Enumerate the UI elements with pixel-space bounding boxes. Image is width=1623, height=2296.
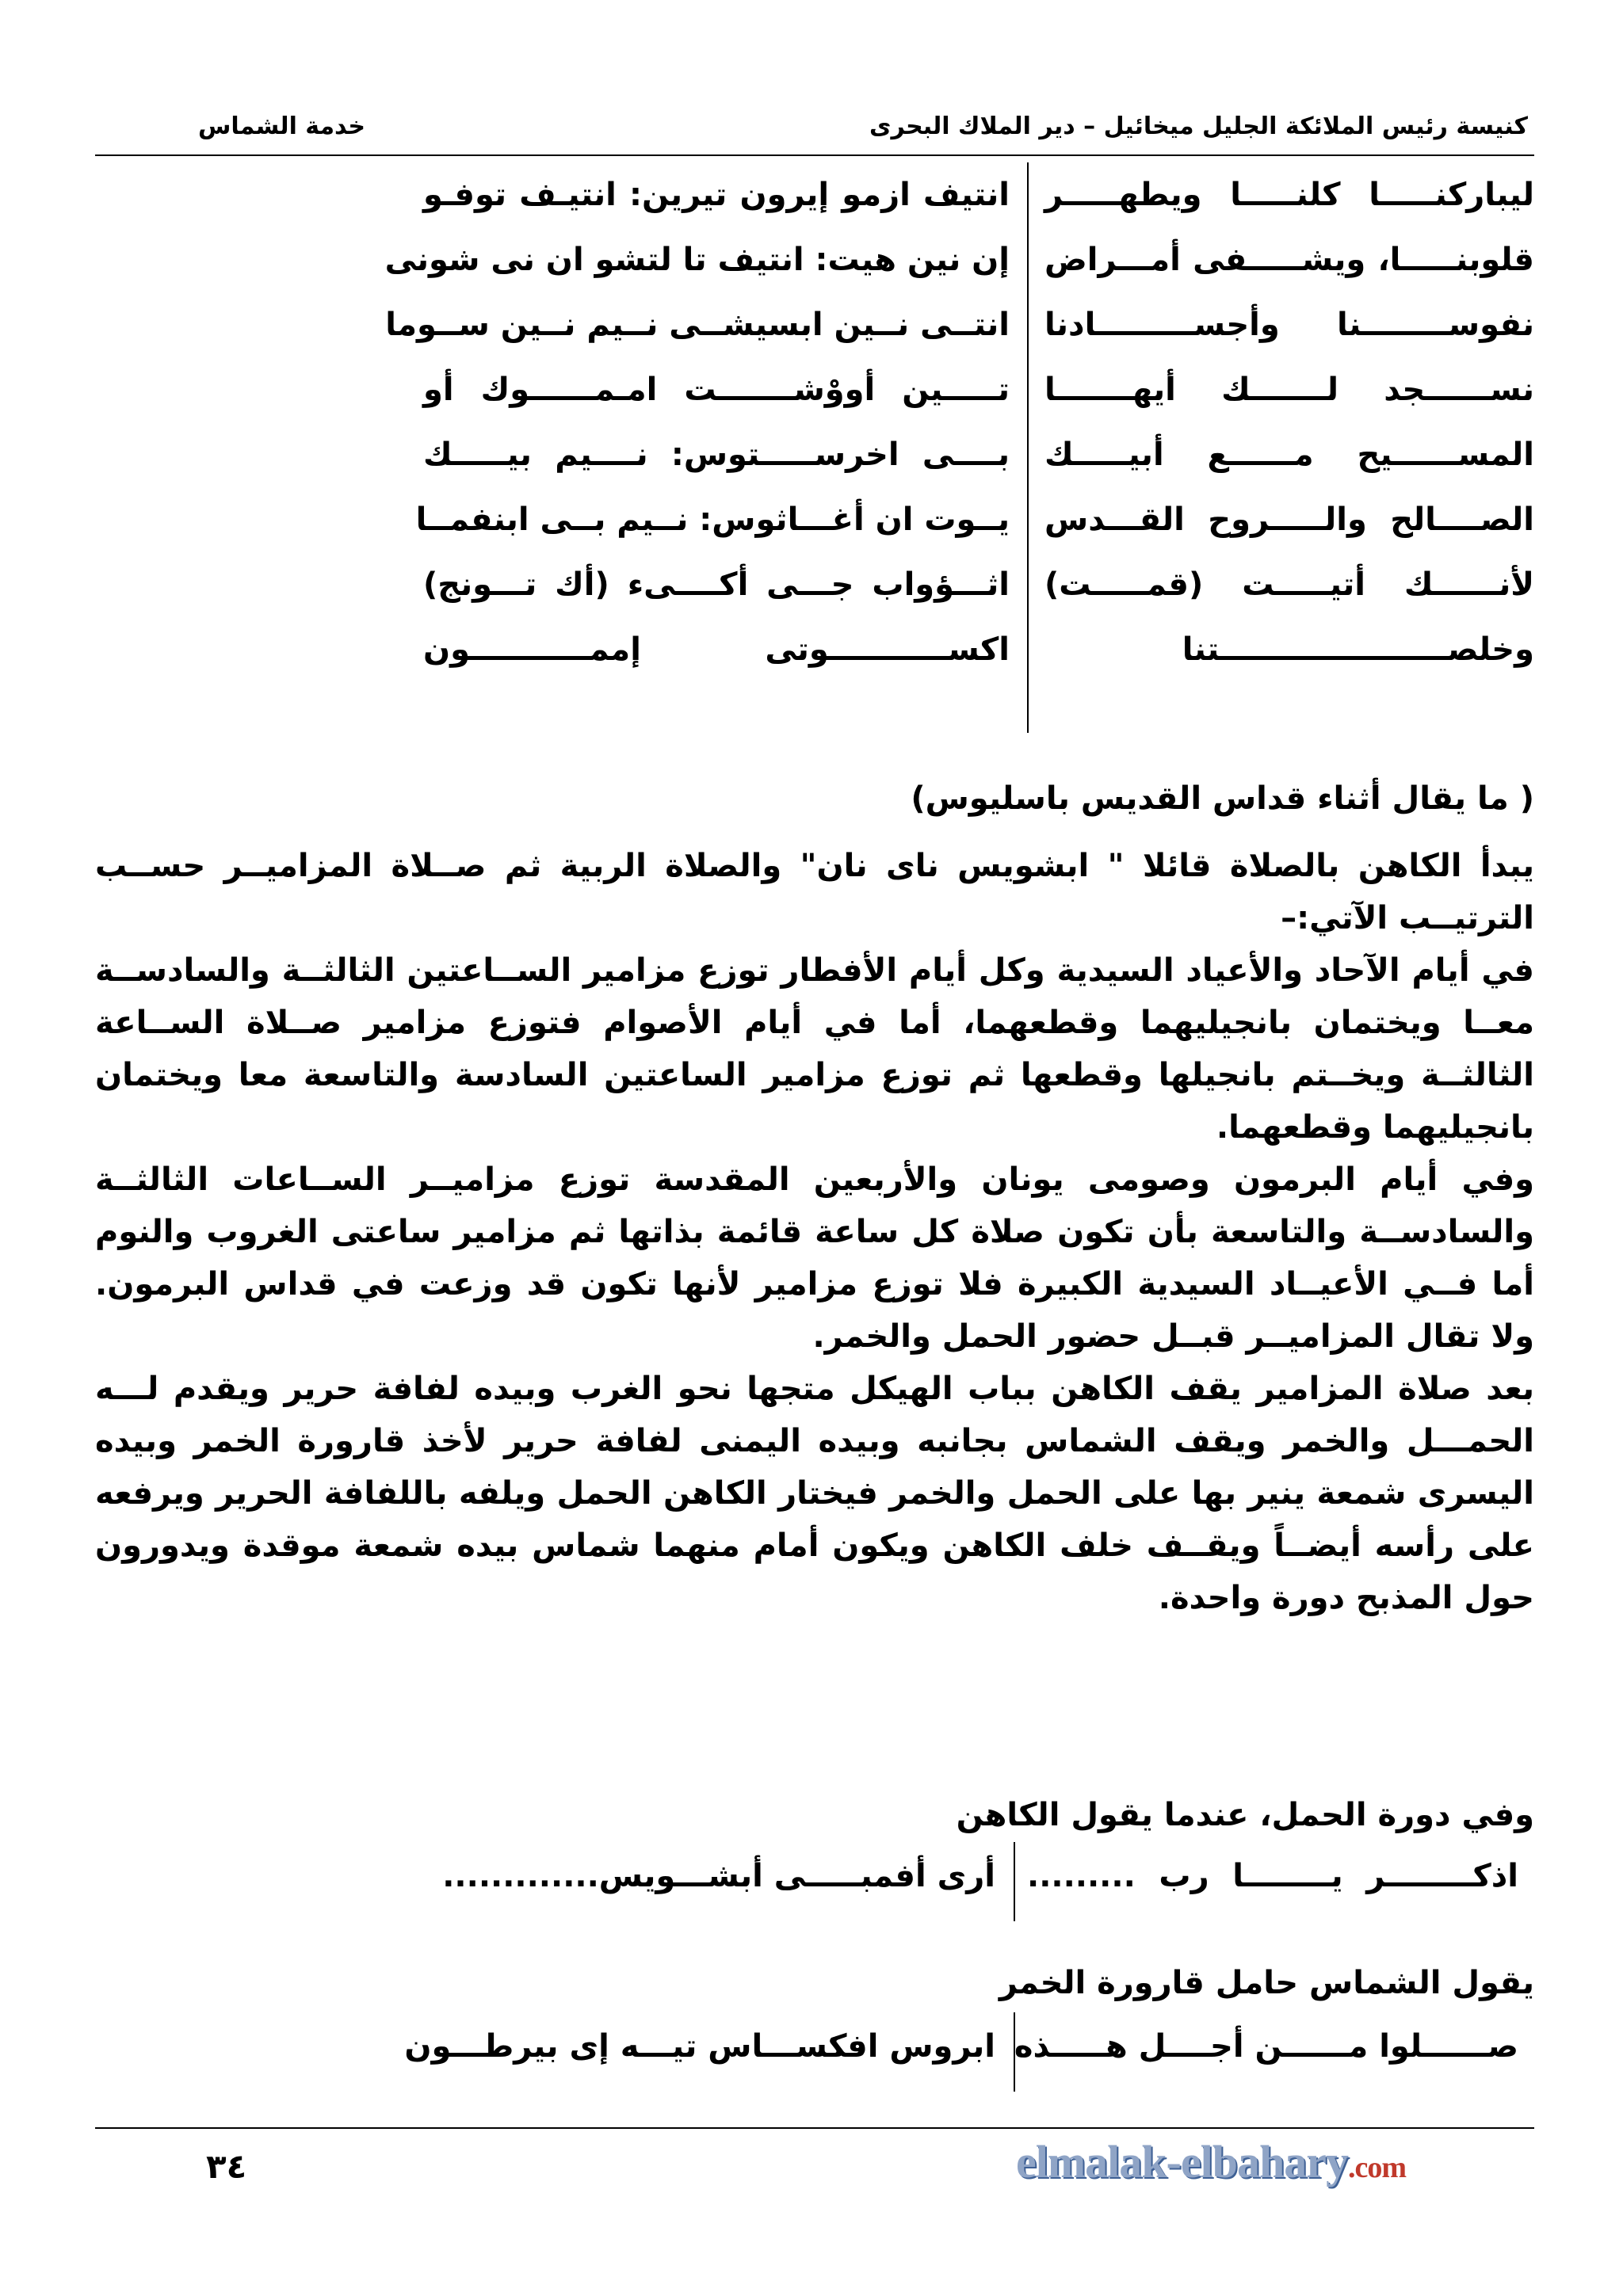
verse-row — [423, 162, 1534, 227]
verse-arabic: وخلصـــــــــــــــــــــتنا — [1182, 631, 1534, 668]
paragraph: وفي أيام البرمون وصومى يونان والأربعين المقدسة توزع مزاميــر الســاعات الثالثــة والسادســة والتاسعة بأن تكون صلاة كل ساعة قائمة بذاتها ثم مزامير ساعتى الغروب والنوم أما فــي الأعيــاد السيدية الكبيرة فلا توزع مزامير لأنها تكون قد وزعت في قداس البرمون. ولا تقال المزاميــر قبــل حضور الحمل والخمر. — [95, 1161, 1534, 1355]
verse-coptic: بــــى اخرســـــتوس: نــــيم بيـــــك — [423, 437, 1010, 473]
header-service-title: خدمة الشماس — [198, 113, 366, 140]
column-divider — [1027, 162, 1029, 733]
column-divider — [1014, 2012, 1015, 2092]
verse-arabic: قلوبنـــــا، ويشـــــفى أمـــراض — [1044, 242, 1534, 278]
verse-coptic: أرى أفمبـــــى أبشـــويس............. — [442, 1858, 995, 1894]
verse-response-deacon — [393, 2012, 1534, 2092]
rubric-text — [95, 840, 1534, 1624]
verse-coptic: إن نين هيت: انتيف تا لتشو ان نى شونى — [384, 242, 1010, 278]
hymn-verse-table — [384, 162, 1534, 733]
footer-rule — [95, 2127, 1534, 2129]
verse-arabic: لأنــــــك أتيـــــت (قمـــــت) — [1044, 566, 1534, 603]
verse-row — [415, 487, 1534, 552]
verse-coptic: اثـــؤواب جـــى أكــــىء (أك تـــونج) — [423, 566, 1010, 603]
rubric-cue: وفي دورة الحمل، عندما يقول الكاهن — [956, 1797, 1534, 1833]
verse-arabic: ليباركنـــــا كلنـــــا ويطهـــــر — [1044, 177, 1534, 213]
rubric-cue: يقول الشماس حامل قارورة الخمر — [999, 1965, 1534, 2001]
page-number: ٣٤ — [206, 2147, 247, 2186]
verse-row — [385, 292, 1534, 357]
verse-row — [384, 227, 1534, 292]
verse-arabic: نســــــجد لـــــــك أيهـــــــا — [1044, 372, 1534, 408]
verse-coptic: انتــى نــين ابسيشــى نــيم نــين ســوما — [385, 307, 1010, 343]
column-divider — [1014, 1842, 1015, 1921]
section-title: ( ما يقال أثناء قداس القديس باسليوس) — [911, 780, 1534, 817]
verse-row — [423, 617, 1534, 682]
verse-arabic: الصــــالح والـــــروح القـــدس — [1044, 502, 1534, 538]
paragraph: بعد صلاة المزامير يقف الكاهن بباب الهيكل متجها نحو الغرب وبيده لفافة حرير ويقدم لـــه الحمـــل والخمر ويقف الشماس بجانبه وبيده اليمنى لفافة حرير لأخذ قارورة الخمر وبيده اليسرى شمعة ينير بها على الحمل والخمر فيختار الكاهن الحمل ويلفه باللفافة الحرير ويرفعه على رأسه أيضــاً ويقــف خلف الكاهن ويكون أمام منهما شماس بيده شمعة موقدة ويدورون حول المذبح دورة واحدة. — [95, 1371, 1534, 1616]
verse-response-priest — [393, 1842, 1534, 1921]
verse-row — [423, 357, 1534, 422]
verse-coptic: انتيف ازمو إيرون تيرين: انتيـف توفـو — [423, 177, 1010, 213]
verse-coptic: ابروس افكســـاس تيـــه إى بيرطـــون — [404, 2028, 995, 2065]
header-church-title: كنيسة رئيس الملائكة الجليل ميخائيل – دير الملاك البحرى — [869, 113, 1528, 140]
verse-coptic: تـــــين أووْشـــــــت امـمــــــوك أو — [423, 372, 1010, 408]
verse-arabic: المســــــيح مــــــع أبيـــــك — [1044, 437, 1534, 473]
verse-row — [423, 552, 1534, 617]
verse-row — [423, 422, 1534, 487]
verse-arabic: صــــــلوا مــــــن أجــــل هـــــذه — [1014, 2028, 1518, 2065]
verse-arabic: اذكــــــــر يــــــــا رب ......... — [1027, 1858, 1518, 1894]
site-logo — [1016, 2135, 1406, 2188]
logo-text: elmalak-elbahary — [1016, 2136, 1348, 2187]
logo-tld: .com — [1347, 2151, 1407, 2184]
verse-coptic: اكســـــــــــوتى إممـــــــــــون — [423, 631, 1010, 668]
paragraph: يبدأ الكاهن بالصلاة قائلا " ابشويس ناى نان" والصلاة الربية ثم صــلاة المزاميــر حســب الترتيــب الآتي:– — [95, 848, 1534, 936]
paragraph: في أيام الآحاد والأعياد السيدية وكل أيام الأفطار توزع مزامير الســاعتين الثالثــة والسادســة معــا ويختمان بانجيليهما وقطعهما، أما في أيام الأصوام فتوزع مزامير صــلاة الســاعة الثالثــة ويخــتم بانجيلها وقطعها ثم توزع مزامير الساعتين السادسة والتاسعة معا ويختمان بانجيليهما وقطعهما. — [95, 952, 1534, 1146]
header-rule — [95, 154, 1534, 156]
verse-coptic: يــوت ان أغـــاثوس: نــيم بــى ابنفمــا — [415, 502, 1010, 538]
verse-arabic: نفوســــــــنا وأجســـــــــادنا — [1044, 307, 1534, 343]
